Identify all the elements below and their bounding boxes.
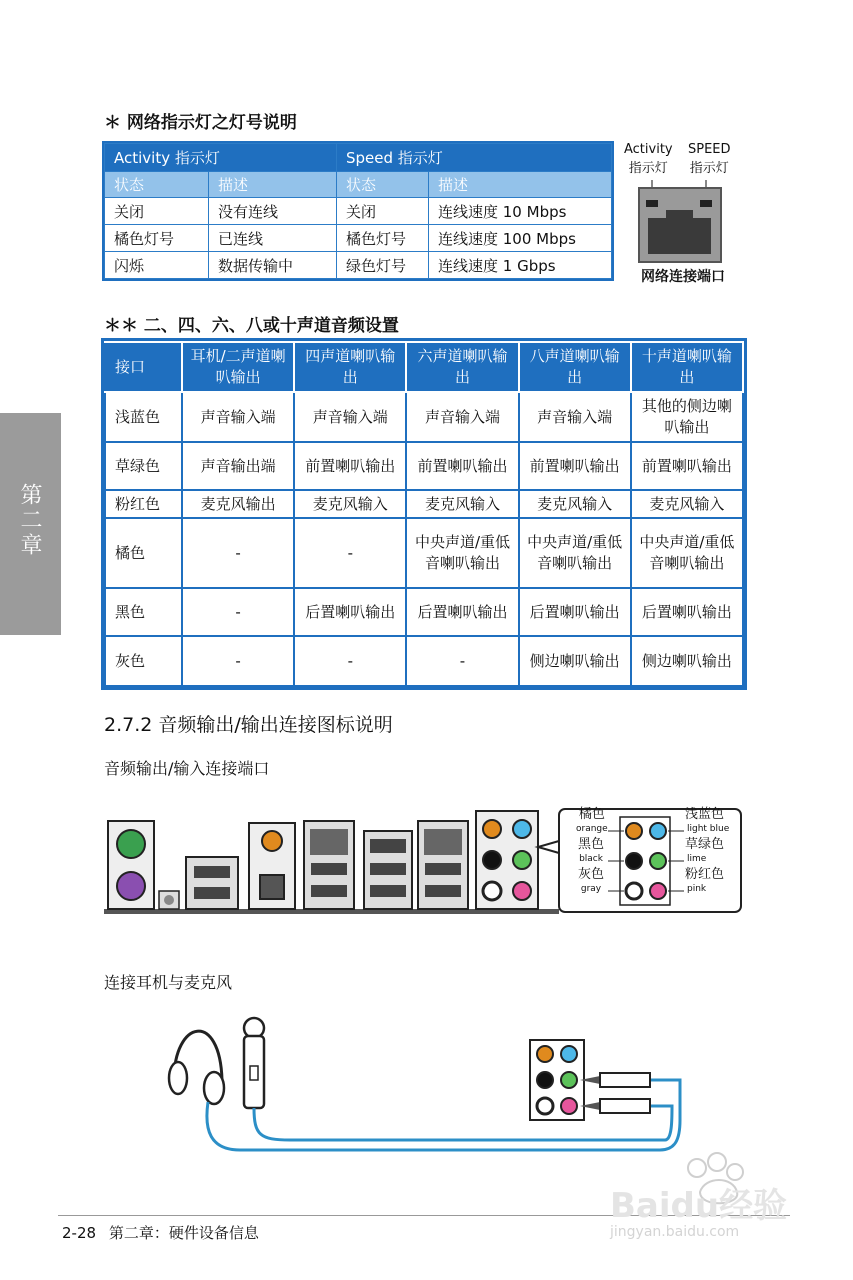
table-cell <box>406 588 518 636</box>
legend-gray-en: gray <box>580 884 602 894</box>
legend-lightblue-en: light blue <box>687 824 730 834</box>
table-row <box>105 392 743 442</box>
col-status: 状态 <box>105 172 209 198</box>
header-cell <box>519 342 631 392</box>
table-cell: - <box>182 518 294 588</box>
legend-lightblue <box>685 808 729 836</box>
cell-text: 前置喇叭输出 <box>641 456 732 475</box>
activity-led-text: Activity <box>624 142 673 157</box>
table-cell: - <box>182 636 294 686</box>
col-desc: 描述 <box>429 172 612 198</box>
cell-text: 中央声道/重低音喇叭输出 <box>639 533 735 572</box>
table-cell: - <box>294 636 406 686</box>
table-cell: - <box>294 518 406 588</box>
table-cell: 麦克风输入 <box>631 490 743 518</box>
section-272-title: 2.7.2 音频输出/输出连接图标说明 <box>104 714 393 736</box>
activity-header: Activity 指示灯 <box>105 144 337 172</box>
cell-text: 侧边喇叭输出 <box>641 651 732 670</box>
table-cell: 橘色 <box>105 518 182 588</box>
headset-mic-diagram <box>160 1010 700 1165</box>
rj45-port-icon <box>630 178 730 268</box>
table-cell: 关闭 <box>105 198 209 225</box>
table-cell <box>294 442 406 490</box>
header-text: 六声道喇叭输出 <box>417 347 508 386</box>
led-table <box>104 143 612 279</box>
activity-led-sub: 指示灯 <box>628 161 668 176</box>
cell-text: 中央声道/重低音喇叭输出 <box>527 533 623 572</box>
cell-text: 前置喇叭输出 <box>305 456 396 475</box>
legend-black <box>578 838 604 866</box>
chapter-side-tab <box>0 413 61 635</box>
legend-lime-en: lime <box>687 854 707 864</box>
cell-text: 前置喇叭输出 <box>529 456 620 475</box>
table-row <box>105 588 743 636</box>
table-cell <box>631 518 743 588</box>
table-row <box>105 490 743 518</box>
table-cell: 数据传输中 <box>209 252 337 279</box>
table-cell <box>406 442 518 490</box>
watermark-url: jingyan.baidu.com <box>610 1224 740 1240</box>
table-cell: 连线速度 1 Gbps <box>429 252 612 279</box>
activity-led-label <box>624 140 673 178</box>
speed-header: Speed 指示灯 <box>337 144 612 172</box>
table-cell: 没有连线 <box>209 198 337 225</box>
table-cell: 橘色灯号 <box>337 225 429 252</box>
table-cell <box>631 588 743 636</box>
legend-black-zh: 黑色 <box>578 837 605 852</box>
table-cell: 橘色灯号 <box>105 225 209 252</box>
table-cell: 关闭 <box>337 198 429 225</box>
table-row <box>105 198 612 225</box>
header-text: 八声道喇叭输出 <box>529 347 620 386</box>
col-desc: 描述 <box>209 172 337 198</box>
watermark-baidu: Baidu <box>610 1186 720 1226</box>
table-cell: 黑色 <box>105 588 182 636</box>
watermark-text <box>610 1178 787 1227</box>
page-footer <box>62 1222 259 1243</box>
header-text: 耳机/二声道喇叭输出 <box>190 347 286 386</box>
table-cell <box>519 518 631 588</box>
rear-io-panel-diagram <box>104 805 749 917</box>
table-row <box>105 442 743 490</box>
table-cell <box>406 518 518 588</box>
legend-gray-zh: 灰色 <box>578 867 605 882</box>
table-cell: 声音输入端 <box>294 392 406 442</box>
table-cell: 声音输出端 <box>182 442 294 490</box>
header-text: 十声道喇叭输出 <box>641 347 732 386</box>
header-cell <box>294 342 406 392</box>
table-row <box>105 225 612 252</box>
table-cell: 声音输入端 <box>182 392 294 442</box>
legend-lightblue-zh: 浅蓝色 <box>685 807 725 822</box>
table-cell <box>631 442 743 490</box>
cell-text: 后置喇叭输出 <box>529 602 620 621</box>
legend-pink <box>685 868 724 896</box>
headset-section-title: 连接耳机与麦克风 <box>104 973 233 992</box>
table-cell: 麦克风输入 <box>406 490 518 518</box>
header-cell <box>406 342 518 392</box>
table-row <box>105 518 743 588</box>
baidu-watermark <box>605 1150 805 1250</box>
legend-orange-en: orange <box>576 824 608 834</box>
cell-text: 后置喇叭输出 <box>305 602 396 621</box>
table-row <box>105 636 743 686</box>
table-cell: 草绿色 <box>105 442 182 490</box>
table-cell: 声音输入端 <box>406 392 518 442</box>
legend-gray <box>578 868 604 896</box>
cell-text: 后置喇叭输出 <box>641 602 732 621</box>
table-cell: 麦克风输入 <box>294 490 406 518</box>
table-cell <box>631 636 743 686</box>
audio-table <box>104 341 744 687</box>
legend-orange <box>576 808 608 836</box>
legend-pink-en: pink <box>687 884 707 894</box>
table-cell: 连线速度 10 Mbps <box>429 198 612 225</box>
table-cell: 连线速度 100 Mbps <box>429 225 612 252</box>
col-status: 状态 <box>337 172 429 198</box>
table-cell <box>519 588 631 636</box>
table-cell <box>519 442 631 490</box>
legend-pink-zh: 粉红色 <box>685 867 725 882</box>
led-section-heading: ＊ 网络指示灯之灯号说明 <box>104 113 297 133</box>
table-cell: 麦克风输出 <box>182 490 294 518</box>
watermark-jingyan: 经验 <box>719 1186 788 1226</box>
cell-text: 其他的侧边喇叭输出 <box>641 397 732 436</box>
cell-text: 后置喇叭输出 <box>417 602 508 621</box>
table-cell <box>519 636 631 686</box>
header-cell <box>631 342 743 392</box>
cell-text: 前置喇叭输出 <box>417 456 508 475</box>
header-text: 四声道喇叭输出 <box>305 347 396 386</box>
cell-text: 侧边喇叭输出 <box>529 651 620 670</box>
table-cell: 闪烁 <box>105 252 209 279</box>
network-port-label: 网络连接端口 <box>641 269 725 285</box>
chapter-side-tab-label: 第二章 <box>17 483 42 558</box>
legend-lime <box>685 838 724 866</box>
speed-led-text: SPEED <box>688 142 731 157</box>
header-cell <box>182 342 294 392</box>
footer-chapter: 第二章：硬件设备信息 <box>108 1224 259 1242</box>
table-cell: 绿色灯号 <box>337 252 429 279</box>
table-cell: 浅蓝色 <box>105 392 182 442</box>
table-cell <box>631 392 743 442</box>
table-cell: 已连线 <box>209 225 337 252</box>
legend-lime-zh: 草绿色 <box>685 837 725 852</box>
page-number: 2-28 <box>62 1224 97 1242</box>
table-row <box>105 252 612 279</box>
table-cell <box>294 588 406 636</box>
table-cell: - <box>406 636 518 686</box>
table-cell: 麦克风输入 <box>519 490 631 518</box>
cell-text: 中央声道/重低音喇叭输出 <box>414 533 510 572</box>
table-cell: - <box>182 588 294 636</box>
table-cell: 声音输入端 <box>519 392 631 442</box>
audio-section-heading: ＊＊ 二、四、六、八或十声道音频设置 <box>104 316 399 336</box>
header-cell: 接口 <box>105 342 182 392</box>
section-272-subtitle: 音频输出/输入连接端口 <box>104 759 270 778</box>
speed-led-label <box>688 140 731 178</box>
legend-orange-zh: 橘色 <box>578 807 605 822</box>
table-cell: 灰色 <box>105 636 182 686</box>
table-cell: 粉红色 <box>105 490 182 518</box>
speed-led-sub: 指示灯 <box>689 161 729 176</box>
legend-black-en: black <box>579 854 603 864</box>
